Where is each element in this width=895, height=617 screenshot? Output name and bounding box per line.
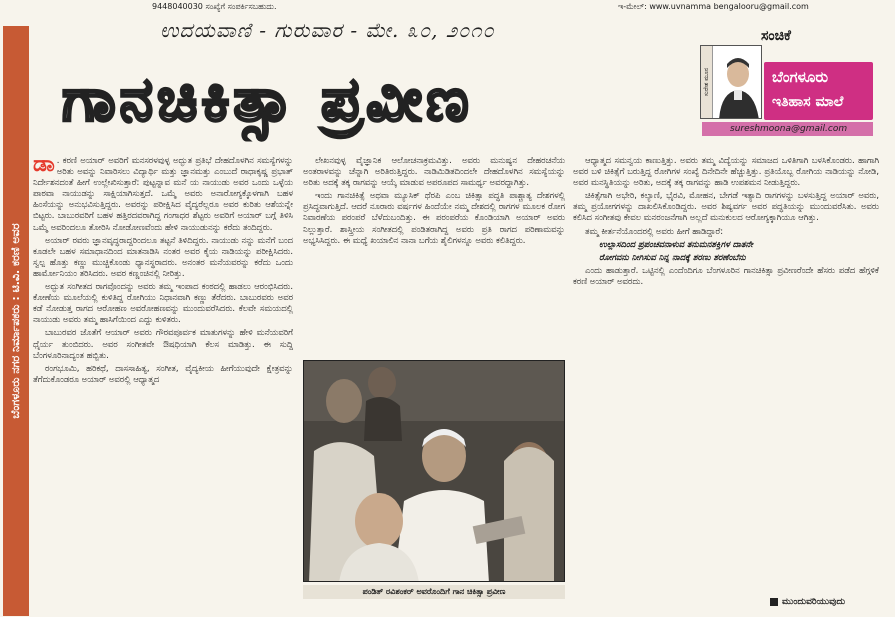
left-series-strip xyxy=(3,26,29,616)
author-email: sureshmoona@gmail.com xyxy=(702,122,873,136)
col2-paragraph-2: ಇಂದು ಗಾನಚಿಕಿತ್ಸೆ ಅಥವಾ ಮ್ಯೂಸಿಕ್ ಥೆರಪಿ ಎಂಬ ಚಿಕಿತ್ಸಾ ಪದ್ಧತಿ ಪಾಶ್ಚಾತ್ಯ ದೇಶಗಳಲ್ಲಿ ಪ್ರಸಿದ್ಧವಾಗುತ್ತಿದೆ. ಆದರೆ ನೂರಾರು ವರ್ಷಗಳ ಹಿಂದೆಯೇ ನಮ್ಮ ದೇಶದಲ್ಲಿ ರಾಗಗಳ ಮೂಲಕ ರೋಗ ನಿವಾರಣೆಯ ಪರಂಪರೆ ಬೆಳೆದುಬಂದಿತ್ತು. ಈ ಪರಂಪರೆಯ ಕೊಂಡಿಯಾಗಿ ಅಯಾರ್ ಅವರು ನಿಲ್ಲುತ್ತಾರೆ. ಶಾಸ್ತ್ರೀಯ ಸಂಗೀತದಲ್ಲಿ ಪಂಡಿತರಾಗಿದ್ದ ಅವರು ಪ್ರತಿ ರಾಗದ ಪರಿಣಾಮವನ್ನು ಅಭ್ಯಸಿಸಿದ್ದರು. ಈ ಮಧ್ಯೆ ಖಯಾಲಿನ ನಾನಾ ಬಗೆಯ ಶೈಲಿಗಳನ್ನೂ ಅವರು ಕಲಿತಿದ್ದರು. xyxy=(303,190,565,245)
article-photo xyxy=(303,360,565,582)
photo-caption: ಪಂಡಿತ್ ರವಿಶಂಕರ್ ಅವರೊಂದಿಗೆ ಗಾನ ಚಿಕಿತ್ಸಾ ಪ್ರವೀಣ xyxy=(303,585,565,599)
col3-paragraph-1: ಆಧ್ಯಾತ್ಮದ ಸಮನ್ವಯ ಕಾಣುತ್ತಿತ್ತು. ಅವರು ತಮ್ಮ ವಿದ್ಯೆಯನ್ನು ಸಮಾಜದ ಒಳಿತಿಗಾಗಿ ಬಳಸಿಕೊಂಡರು. ಹಾಗಾಗಿ ಅವರ ಬಳಿ ಚಿಕಿತ್ಸೆಗೆ ಬರುತ್ತಿದ್ದ ರೋಗಿಗಳ ಸಂಖ್ಯೆ ದಿನೇದಿನೇ ಹೆಚ್ಚುತ್ತಿತ್ತು. ಪ್ರತಿಯೊಬ್ಬ ರೋಗಿಯ ನಾಡಿಯನ್ನು ನೋಡಿ, ಅವರ ಮನಸ್ಥಿತಿಯನ್ನು ಅರಿತು, ಅದಕ್ಕೆ ತಕ್ಕ ರಾಗವನ್ನು ಹಾಡಿ ಉಪಶಮನ ನೀಡುತ್ತಿದ್ದರು. xyxy=(573,155,879,188)
dropcap: ಡಾ xyxy=(33,155,55,177)
series-badge xyxy=(764,62,873,120)
col1-paragraph-5: ರಂಗಭೂಮಿ, ಹರಿಕಥೆ, ದಾಸಸಾಹಿತ್ಯ, ಸಂಗೀತ, ವೈದ್ಯಕೀಯ ಹೀಗೆಯುವುದೇ ಕ್ಷೇತ್ರವನ್ನು ತೆಗೆದುಕೊಂಡರೂ ಅಯಾರ್ ಅವರಲ್ಲಿ ಆಧ್ಯಾತ್ಮದ xyxy=(33,362,293,384)
col1-paragraph-2: ಅಯಾರ್ ರವರು ಜ್ಞಾನವೃದ್ಧರಾದ್ದರಿಂದಲೂ ತಟ್ಟನೆ ತಿಳಿದಿದ್ದರು. ನಾಯುಡು ನನ್ನು ಮನೆಗೆ ಬಂದ ಕೂಡಲೇ ಬಹಳ ಸಮಾಧಾನದಿಂದ ಮಾತನಾಡಿಸಿ ನಂತರ ಅವರ ಕೈಯ ನಾಡಿಯನ್ನು ಪರೀಕ್ಷಿಸಿದರು. ಸ್ವಲ್ಪ ಹೊತ್ತು ಕಣ್ಣು ಮುಚ್ಚಿಕೊಂಡು ಧ್ಯಾನಸ್ಥರಾದರು. ಅನಂತರ ಮನೆಯವರನ್ನು ಕರೆದು ಒಂದು ಹಾರ್ಮೋನಿಯಂ ತರಿಸಿದರು. ಅವರ ಕಣ್ಣಂಚಿನಲ್ಲಿ ನೀರಿತ್ತು. xyxy=(33,234,293,278)
article-column-2 xyxy=(303,155,565,355)
col3-paragraph-3: ತಮ್ಮ ಕೀರ್ತನೆಯೊಂದರಲ್ಲಿ ಅವರು ಹೀಗೆ ಹಾಡಿದ್ದಾರೆ: xyxy=(585,225,724,236)
top-bar-phone: 9448040030 ಸಂಖ್ಯೆಗೆ ಸಂಪರ್ಕಿಸಬಹುದು. xyxy=(152,2,277,11)
musicians-photo-icon xyxy=(304,361,565,582)
byline-label: ಸಂಚಿಕೆ xyxy=(761,28,791,44)
col3-paragraph-4: ಎಂದು ಹಾಡುತ್ತಾರೆ. ಒಟ್ಟಿನಲ್ಲಿ ಎಂದೆಂದಿಗೂ ಬೆಂಗಳೂರಿನ ಗಾನಚಿಕಿತ್ಸಾ ಪ್ರವೀಣರೆಂದೇ ಹೆಸರು ಪಡೆದ ಹೆಗ್ಗಳಿಕೆ ಕರಣಿ ಅಯಾರ್ ಅವರದು. xyxy=(573,264,879,286)
article-column-3 xyxy=(573,155,879,600)
col1-paragraph-4: ಬಾಬುರವರ ಜೊತೆಗೆ ಆಯಾರ್ ಅವರು ಗೌರವಪೂರ್ವಕ ಮಾತುಗಳನ್ನು ಹೇಳಿ ಮನೆಯವರಿಗೆ ಧೈರ್ಯ ತುಂಬಿದರು. ಅವರ ಸಂಗೀತವೇ ಔಷಧಿಯಾಗಿ ಕೆಲಸ ಮಾಡಿತ್ತು. ಈ ಸುದ್ದಿ ಬೆಂಗಳೂರಿನಾದ್ಯಂತ ಹಬ್ಬಿತು. xyxy=(33,327,293,360)
series-badge-line2: ಇತಿಹಾಸ ಮಾಲೆ xyxy=(772,94,844,110)
col3-verse-1: ಉಲ್ಲಾಸದಿಂದ ಪ್ರಪಂಚವನಾಳುವ ತನುಮನಶಕ್ತಿಗಳ ದಾತನೇ xyxy=(599,238,753,249)
article-title-text: ಗಾನಚಿಕಿತ್ಸಾ ಪ್ರವೀಣ xyxy=(62,65,473,135)
col1-paragraph-3: ಅದ್ಭುತ ಸಂಗೀತದ ರಾಗವೊಂದನ್ನು ಅವರು ತಮ್ಮ ಇಂಪಾದ ಕಂಠದಲ್ಲಿ ಹಾಡಲು ಆರಂಭಿಸಿದರು. ಕೋಣೆಯ ಮೂಲೆಯಲ್ಲಿ ಕುಳಿತಿದ್ದ ರೋಗಿಯು ನಿಧಾನವಾಗಿ ಕಣ್ಣು ತೆರೆದರು. ಬಾಬುರವರು ಅವರ ಕಡೆ ನೋಡುತ್ತ ರಾಗದ ಆರೋಹಣ ಅವರೋಹಣವನ್ನು ಮುಂದುವರೆಸಿದರು. ಕೆಲವೇ ಸಮಯದಲ್ಲಿ ನಾಯುಡು ಅವರು ತಮ್ಮ ಹಾಸಿಗೆಯಿಂದ ಎದ್ದು ಕುಳಿತರು. xyxy=(33,281,293,325)
author-portrait-icon xyxy=(701,46,762,119)
author-photo xyxy=(700,45,762,119)
continued-note xyxy=(770,597,845,607)
col2-paragraph-1: ಲೇಖನವುಳ್ಳ ವೈಜ್ಞಾನಿಕ ಆಲೋಚನಾಕ್ರಮವಿತ್ತು. ಅವರು ಮನುಷ್ಯನ ದೇಹರಚನೆಯ ಅಂತರಾಳವನ್ನು ಚೆನ್ನಾಗಿ ಅರಿತಿರುತ್ತಿದ್ದರು. ನಾಡಿಮಿಡಿತದಿಂದಲೇ ದೇಹದೊಳಗಿನ ಸಮಸ್ಯೆಯನ್ನು ಅರಿತು ಅದಕ್ಕೆ ತಕ್ಕ ರಾಗವನ್ನು ಆಯ್ಕೆ ಮಾಡುವ ಅಪರೂಪದ ಸಾಮರ್ಥ್ಯ ಅವರದ್ದಾಗಿತ್ತು. xyxy=(303,155,565,188)
bullet-square-icon xyxy=(770,598,778,606)
continued-text: ಮುಂದುವರಿಯುವುದು xyxy=(782,597,846,607)
article-column-1 xyxy=(33,155,293,610)
left-series-strip-text: ಬೆಂಗಳೂರು ನಗರ ನಿರ್ಮಾಪಕರು : ಟಿ.ವಿ. ಕರಣಿ ಅವರ xyxy=(9,223,22,419)
article-title xyxy=(62,58,622,142)
author-photo-side-text: ಸುರೇಶ ಮೂನ xyxy=(702,67,710,97)
col3-verse-2: ರೋಗವನು ನೀಗಿಸುವ ನಿನ್ನ ನಾದಕ್ಕೆ ಶರಣು ಶರಣೆಂಬೆನು xyxy=(599,251,746,262)
col3-paragraph-2: ಚಿಕಿತ್ಸೆಗಾಗಿ ಅಭೇರಿ, ಕಲ್ಯಾಣಿ, ಭೈರವಿ, ಮೋಹನ, ಬೇಗಡೆ ಇತ್ಯಾದಿ ರಾಗಗಳನ್ನು ಬಳಸುತ್ತಿದ್ದ ಅಯಾರ್ ಅವರು, ತಮ್ಮ ಪ್ರಯೋಗಗಳನ್ನು ದಾಖಲಿಸಿಕೊಂಡಿದ್ದರು. ಅವರ ಶಿಷ್ಯವರ್ಗ ಅವರ ಪದ್ಧತಿಯನ್ನು ಮುಂದುವರೆಸಿತು. ಅವರು ಕಲಿಸಿದ ಸಂಗೀತವು ಕೇವಲ ಮನರಂಜನೆಗಾಗಿ ಅಲ್ಲದೆ ಮನುಕುಲದ ಆರೋಗ್ಯಕ್ಕಾಗಿಯೂ ಆಗಿತ್ತು. xyxy=(573,190,879,223)
top-bar xyxy=(0,2,895,14)
top-bar-email: ಇ-ಮೇಲ್: www.uvnamma bengalooru@gmail.com xyxy=(618,2,809,11)
col1-paragraph-1: . ಕರಣಿ ಅಯಾರ್ ಅವರಿಗೆ ಮನಸರಳವುಳ್ಳ ಅದ್ಭುತ ಪ್ರತಿಭೆ ದೇಹದೊಳಗಿನ ಸಮಸ್ಯೆಗಳನ್ನು ಅರಿತು ಅವನ್ನು ನಿವಾರಿಸಲು ವಿದ್ಯಾರ್ಥಿ ಮತ್ತು ಜ್ಞಾನಮತ್ತು ಎಂಬುದೆ ರಾಧಾಕೃಷ್ಣ ಪ್ರಭಾತ್ ನಿರ್ದೇಶನದಂತೆ ಹೀಗೆ ಉಲ್ಲೇಖಿಸುತ್ತಾರೆ: ಪುಟ್ಟನ್ನಾವ ಮನೆ ಯ ನಾಯುಡು ಅವರ ಒಂದು ಒಳ್ಳೆಯ ಪಾಠವಾ ನಾಯುಡನ್ನು ಸಾಕ್ಷಿಯಾಗಿಸುತ್ತದೆ. ಒಮ್ಮೆ ಅವರು ಅನಾರೋಗ್ಯಕ್ಕೊಳಗಾಗಿ ಬಹಳ ಹಿಂಸೆಯನ್ನು ಅನುಭವಿಸುತ್ತಿದ್ದರು. ಅವರನ್ನು ಪರೀಕ್ಷಿಸಿದ ವೈದ್ಯರೆಲ್ಲರೂ ಅವರ ಕುರಿತು ಆಶೆಯನ್ನೇ ಬಿಟ್ಟರು. ಬಾಬುರವರಿಗೆ ಬಹಳ ಹತ್ತಿರದವರಾಗಿದ್ದ ಗಂಗಾಧರ ಶೆಟ್ಟರು ಅವರಿಗೆ ಅಯಾರ್ ಬಗ್ಗೆ ತಿಳಿಸಿ ಒಮ್ಮೆ ಅವರಿಂದಲೂ ತೋರಿಸಿ ನೋಡೋಣವೆಂದು ಹೇಳಿ ನಾಯುಡುನನ್ನು ಕರೆದು ತಂದಿದ್ದರು. xyxy=(33,155,293,232)
series-badge-line1: ಬೆಂಗಳೂರು xyxy=(772,68,829,86)
dateline: ಉದಯವಾಣಿ - ಗುರುವಾರ - ಮೇ. ೩೦, ೨೦೧೦ xyxy=(160,18,495,42)
